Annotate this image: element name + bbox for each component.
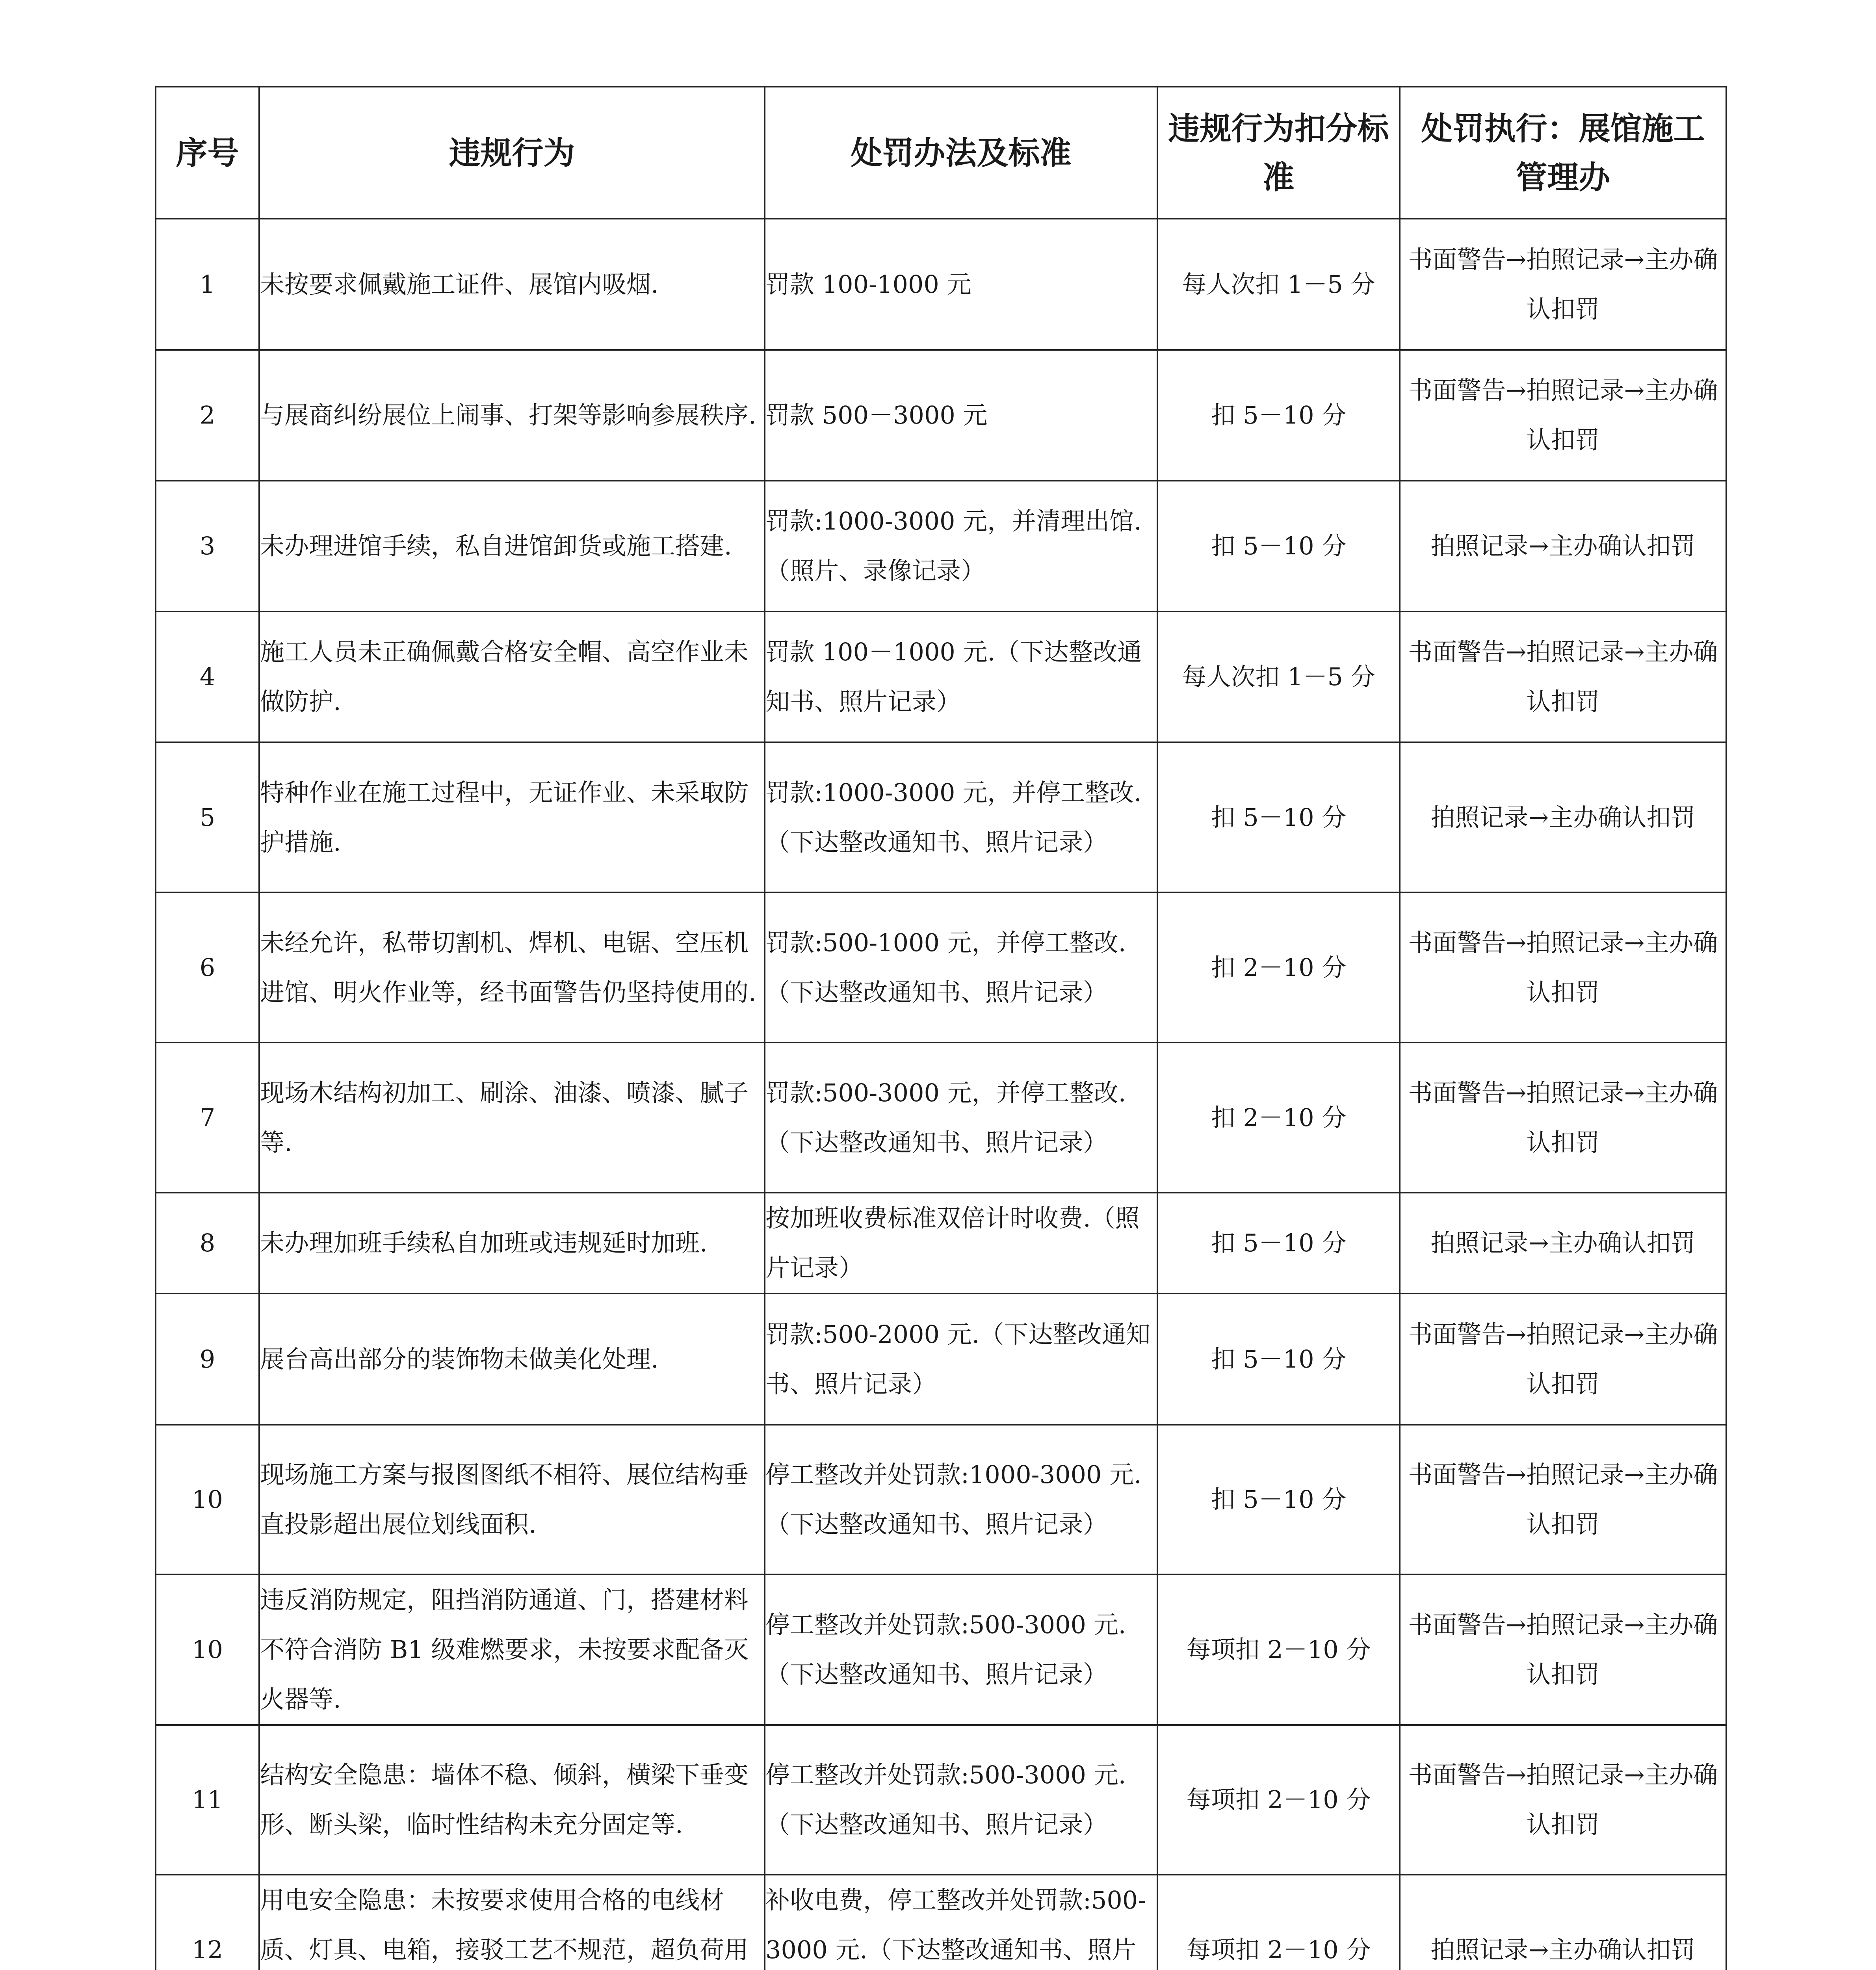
row-violation: 用电安全隐患：未按要求使用合格的电线材质、灯具、电箱，接驳工艺不规范，超负荷用 [259, 1875, 765, 1970]
row-points: 扣 5－10 分 [1157, 1425, 1400, 1574]
row-points: 扣 2－10 分 [1157, 892, 1400, 1043]
row-no: 5 [156, 742, 259, 892]
row-penalty: 罚款:500-1000 元，并停工整改.（下达整改通知书、照片记录） [765, 892, 1157, 1043]
table-row [156, 611, 1726, 742]
row-penalty: 罚款:1000-3000 元，并停工整改.（下达整改通知书、照片记录） [765, 742, 1157, 892]
table-row [156, 742, 1726, 892]
table-row [156, 892, 1726, 1043]
row-no: 3 [156, 481, 259, 611]
row-violation: 违反消防规定，阻挡消防通道、门，搭建材料不符合消防 B1 级难燃要求，未按要求配备灭火器等. [259, 1574, 765, 1725]
row-penalty: 罚款 100－1000 元.（下达整改通知书、照片记录） [765, 611, 1157, 742]
table-row [156, 1574, 1726, 1725]
row-no: 10 [156, 1425, 259, 1574]
table-row [156, 1425, 1726, 1574]
row-no: 6 [156, 892, 259, 1043]
table-row [156, 1193, 1726, 1294]
row-points: 每项扣 2－10 分 [1157, 1725, 1400, 1875]
row-execution: 书面警告→拍照记录→主办确认扣罚 [1400, 1725, 1726, 1875]
row-penalty: 停工整改并处罚款:500-3000 元.（下达整改通知书、照片记录） [765, 1725, 1157, 1875]
row-points: 扣 5－10 分 [1157, 1294, 1400, 1425]
row-points: 每人次扣 1－5 分 [1157, 219, 1400, 350]
row-violation: 未办理进馆手续，私自进馆卸货或施工搭建. [259, 481, 765, 611]
row-violation: 施工人员未正确佩戴合格安全帽、高空作业未做防护. [259, 611, 765, 742]
row-points: 扣 5－10 分 [1157, 481, 1400, 611]
row-points: 扣 2－10 分 [1157, 1043, 1400, 1193]
header-execution: 处罚执行：展馆施工管理办 [1400, 87, 1726, 219]
row-execution: 拍照记录→主办确认扣罚 [1400, 1193, 1726, 1294]
row-no: 12 [156, 1875, 259, 1970]
row-violation: 未办理加班手续私自加班或违规延时加班. [259, 1193, 765, 1294]
table-row [156, 219, 1726, 350]
row-no: 10 [156, 1574, 259, 1725]
row-violation: 现场木结构初加工、刷涂、油漆、喷漆、腻子等. [259, 1043, 765, 1193]
header-row [156, 87, 1726, 219]
row-penalty: 罚款:500-2000 元.（下达整改通知书、照片记录） [765, 1294, 1157, 1425]
row-violation: 结构安全隐患：墙体不稳、倾斜，横梁下垂变形、断头梁，临时性结构未充分固定等. [259, 1725, 765, 1875]
table-row [156, 1875, 1726, 1970]
row-points: 每项扣 2－10 分 [1157, 1574, 1400, 1725]
row-execution: 书面警告→拍照记录→主办确认扣罚 [1400, 219, 1726, 350]
table-row [156, 350, 1726, 481]
row-violation: 与展商纠纷展位上闹事、打架等影响参展秩序. [259, 350, 765, 481]
table-row [156, 1043, 1726, 1193]
row-violation: 特种作业在施工过程中，无证作业、未采取防护措施. [259, 742, 765, 892]
row-points: 扣 5－10 分 [1157, 350, 1400, 481]
penalty-table [155, 86, 1727, 1970]
row-points: 扣 5－10 分 [1157, 1193, 1400, 1294]
row-penalty: 补收电费，停工整改并处罚款:500-3000 元.（下达整改通知书、照片 [765, 1875, 1157, 1970]
row-execution: 拍照记录→主办确认扣罚 [1400, 481, 1726, 611]
table-row [156, 1294, 1726, 1425]
row-violation: 现场施工方案与报图图纸不相符、展位结构垂直投影超出展位划线面积. [259, 1425, 765, 1574]
row-execution: 拍照记录→主办确认扣罚 [1400, 742, 1726, 892]
row-points: 每人次扣 1－5 分 [1157, 611, 1400, 742]
row-no: 8 [156, 1193, 259, 1294]
row-penalty: 按加班收费标准双倍计时收费.（照片记录） [765, 1193, 1157, 1294]
row-violation: 展台高出部分的装饰物未做美化处理. [259, 1294, 765, 1425]
row-penalty: 停工整改并处罚款:500-3000 元.（下达整改通知书、照片记录） [765, 1574, 1157, 1725]
row-execution: 书面警告→拍照记录→主办确认扣罚 [1400, 892, 1726, 1043]
header-penalty: 处罚办法及标准 [765, 87, 1157, 219]
row-no: 9 [156, 1294, 259, 1425]
row-penalty: 罚款 100-1000 元 [765, 219, 1157, 350]
row-no: 11 [156, 1725, 259, 1875]
table-row [156, 481, 1726, 611]
row-violation: 未按要求佩戴施工证件、展馆内吸烟. [259, 219, 765, 350]
header-points: 违规行为扣分标准 [1157, 87, 1400, 219]
table-row [156, 1725, 1726, 1875]
row-no: 2 [156, 350, 259, 481]
row-penalty: 停工整改并处罚款:1000-3000 元.（下达整改通知书、照片记录） [765, 1425, 1157, 1574]
header-no: 序号 [156, 87, 259, 219]
table-header [156, 87, 1726, 219]
row-execution: 书面警告→拍照记录→主办确认扣罚 [1400, 1425, 1726, 1574]
header-violation: 违规行为 [259, 87, 765, 219]
row-no: 1 [156, 219, 259, 350]
row-execution: 书面警告→拍照记录→主办确认扣罚 [1400, 350, 1726, 481]
row-penalty: 罚款 500－3000 元 [765, 350, 1157, 481]
row-no: 4 [156, 611, 259, 742]
document-page [155, 86, 1726, 1970]
row-points: 每项扣 2－10 分 [1157, 1875, 1400, 1970]
row-execution: 书面警告→拍照记录→主办确认扣罚 [1400, 1294, 1726, 1425]
row-penalty: 罚款:500-3000 元，并停工整改.（下达整改通知书、照片记录） [765, 1043, 1157, 1193]
row-execution: 书面警告→拍照记录→主办确认扣罚 [1400, 611, 1726, 742]
row-execution: 书面警告→拍照记录→主办确认扣罚 [1400, 1574, 1726, 1725]
row-no: 7 [156, 1043, 259, 1193]
row-execution: 书面警告→拍照记录→主办确认扣罚 [1400, 1043, 1726, 1193]
row-violation: 未经允许，私带切割机、焊机、电锯、空压机进馆、明火作业等，经书面警告仍坚持使用的. [259, 892, 765, 1043]
row-penalty: 罚款:1000-3000 元，并清理出馆.（照片、录像记录） [765, 481, 1157, 611]
row-points: 扣 5－10 分 [1157, 742, 1400, 892]
row-execution: 拍照记录→主办确认扣罚 [1400, 1875, 1726, 1970]
